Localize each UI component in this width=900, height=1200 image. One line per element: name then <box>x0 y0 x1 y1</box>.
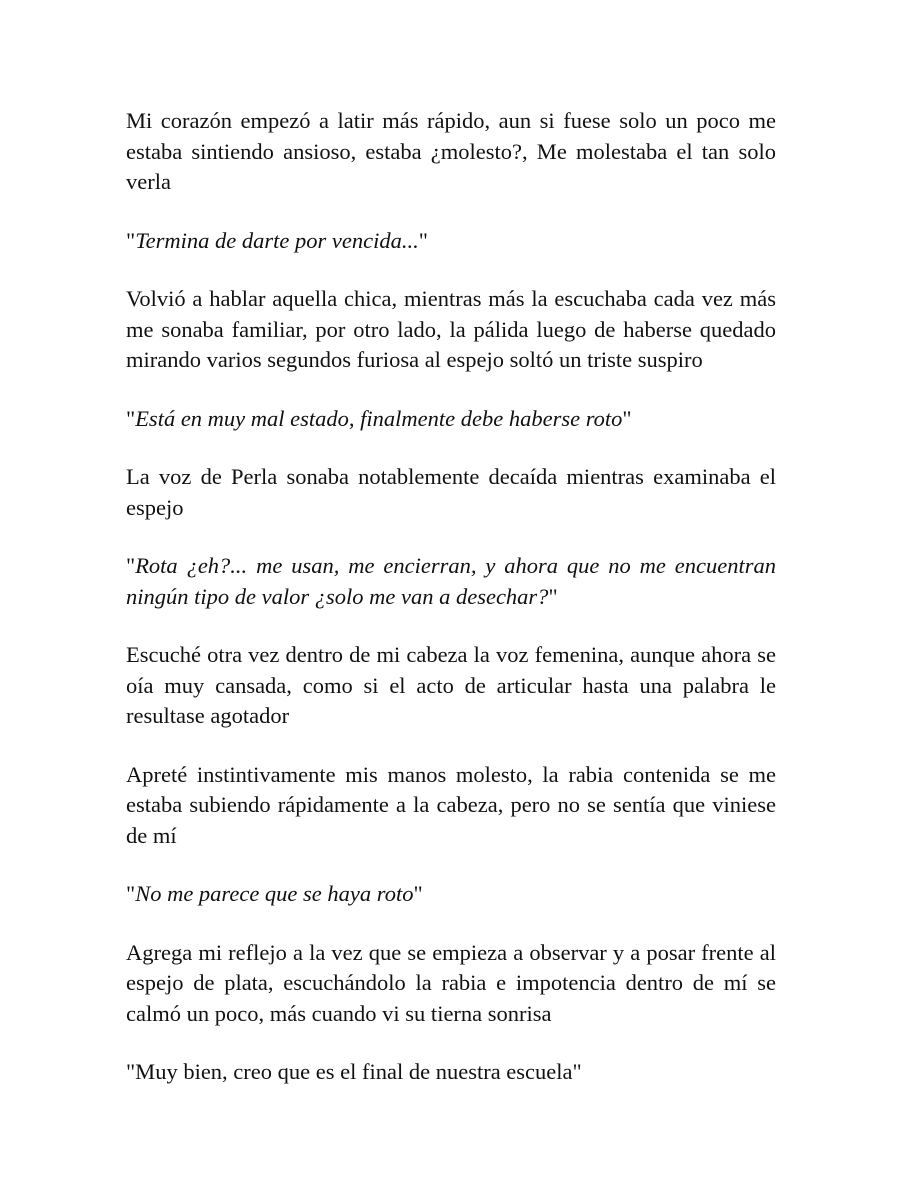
document-page <box>126 106 776 1116</box>
italic-dialogue-paragraph <box>126 879 776 910</box>
dialogue-paragraph: "Muy bien, creo que es el final de nuestra escuela" <box>126 1059 582 1084</box>
opening-quote: " <box>126 881 136 906</box>
narrative-paragraph: Escuché otra vez dentro de mi cabeza la voz femenina, aunque ahora se oía muy cansada, como si el acto de articular hasta una palabra le resultase agotador <box>126 642 776 728</box>
opening-quote: " <box>126 227 136 253</box>
italic-dialogue-paragraph <box>126 226 776 257</box>
closing-quote: " <box>413 881 423 906</box>
dialogue-text: Termina de darte por vencida... <box>135 227 419 253</box>
closing-quote: " <box>548 583 558 609</box>
narrative-paragraph: Mi corazón empezó a latir más rápido, aun si fuese solo un poco me estaba sintiendo ansioso, estaba ¿molesto?, Me molestaba el tan solo verla <box>126 108 776 194</box>
italic-dialogue-paragraph <box>126 551 776 612</box>
narrative-paragraph: La voz de Perla sonaba notablemente decaída mientras examinaba el espejo <box>126 464 776 520</box>
closing-quote: " <box>622 405 632 431</box>
dialogue-text: Está en muy mal estado, finalmente debe haberse roto <box>135 405 623 431</box>
closing-quote: " <box>418 227 428 253</box>
italic-dialogue-paragraph <box>126 404 776 435</box>
narrative-paragraph: Volvió a hablar aquella chica, mientras más la escuchaba cada vez más me sonaba familiar, por otro lado, la pálida luego de haberse quedado mirando varios segundos furiosa al espejo soltó un triste suspiro <box>126 286 776 372</box>
narrative-paragraph: Agrega mi reflejo a la vez que se empieza a observar y a posar frente al espejo de plata, escuchándolo la rabia e impotencia dentro de mí se calmó un poco, más cuando vi su tierna sonrisa <box>126 939 776 1026</box>
narrative-paragraph: Apreté instintivamente mis manos molesto, la rabia contenida se me estaba subiendo rápidamente a la cabeza, pero no se sentía que viniese de mí <box>126 761 776 848</box>
dialogue-text: Rota ¿eh?... me usan, me encierran, y ahora que no me encuentran ningún tipo de valor ¿solo me van a desechar? <box>126 553 776 609</box>
opening-quote: " <box>126 553 136 578</box>
opening-quote: " <box>126 405 136 431</box>
dialogue-text: No me parece que se haya roto <box>135 881 414 906</box>
